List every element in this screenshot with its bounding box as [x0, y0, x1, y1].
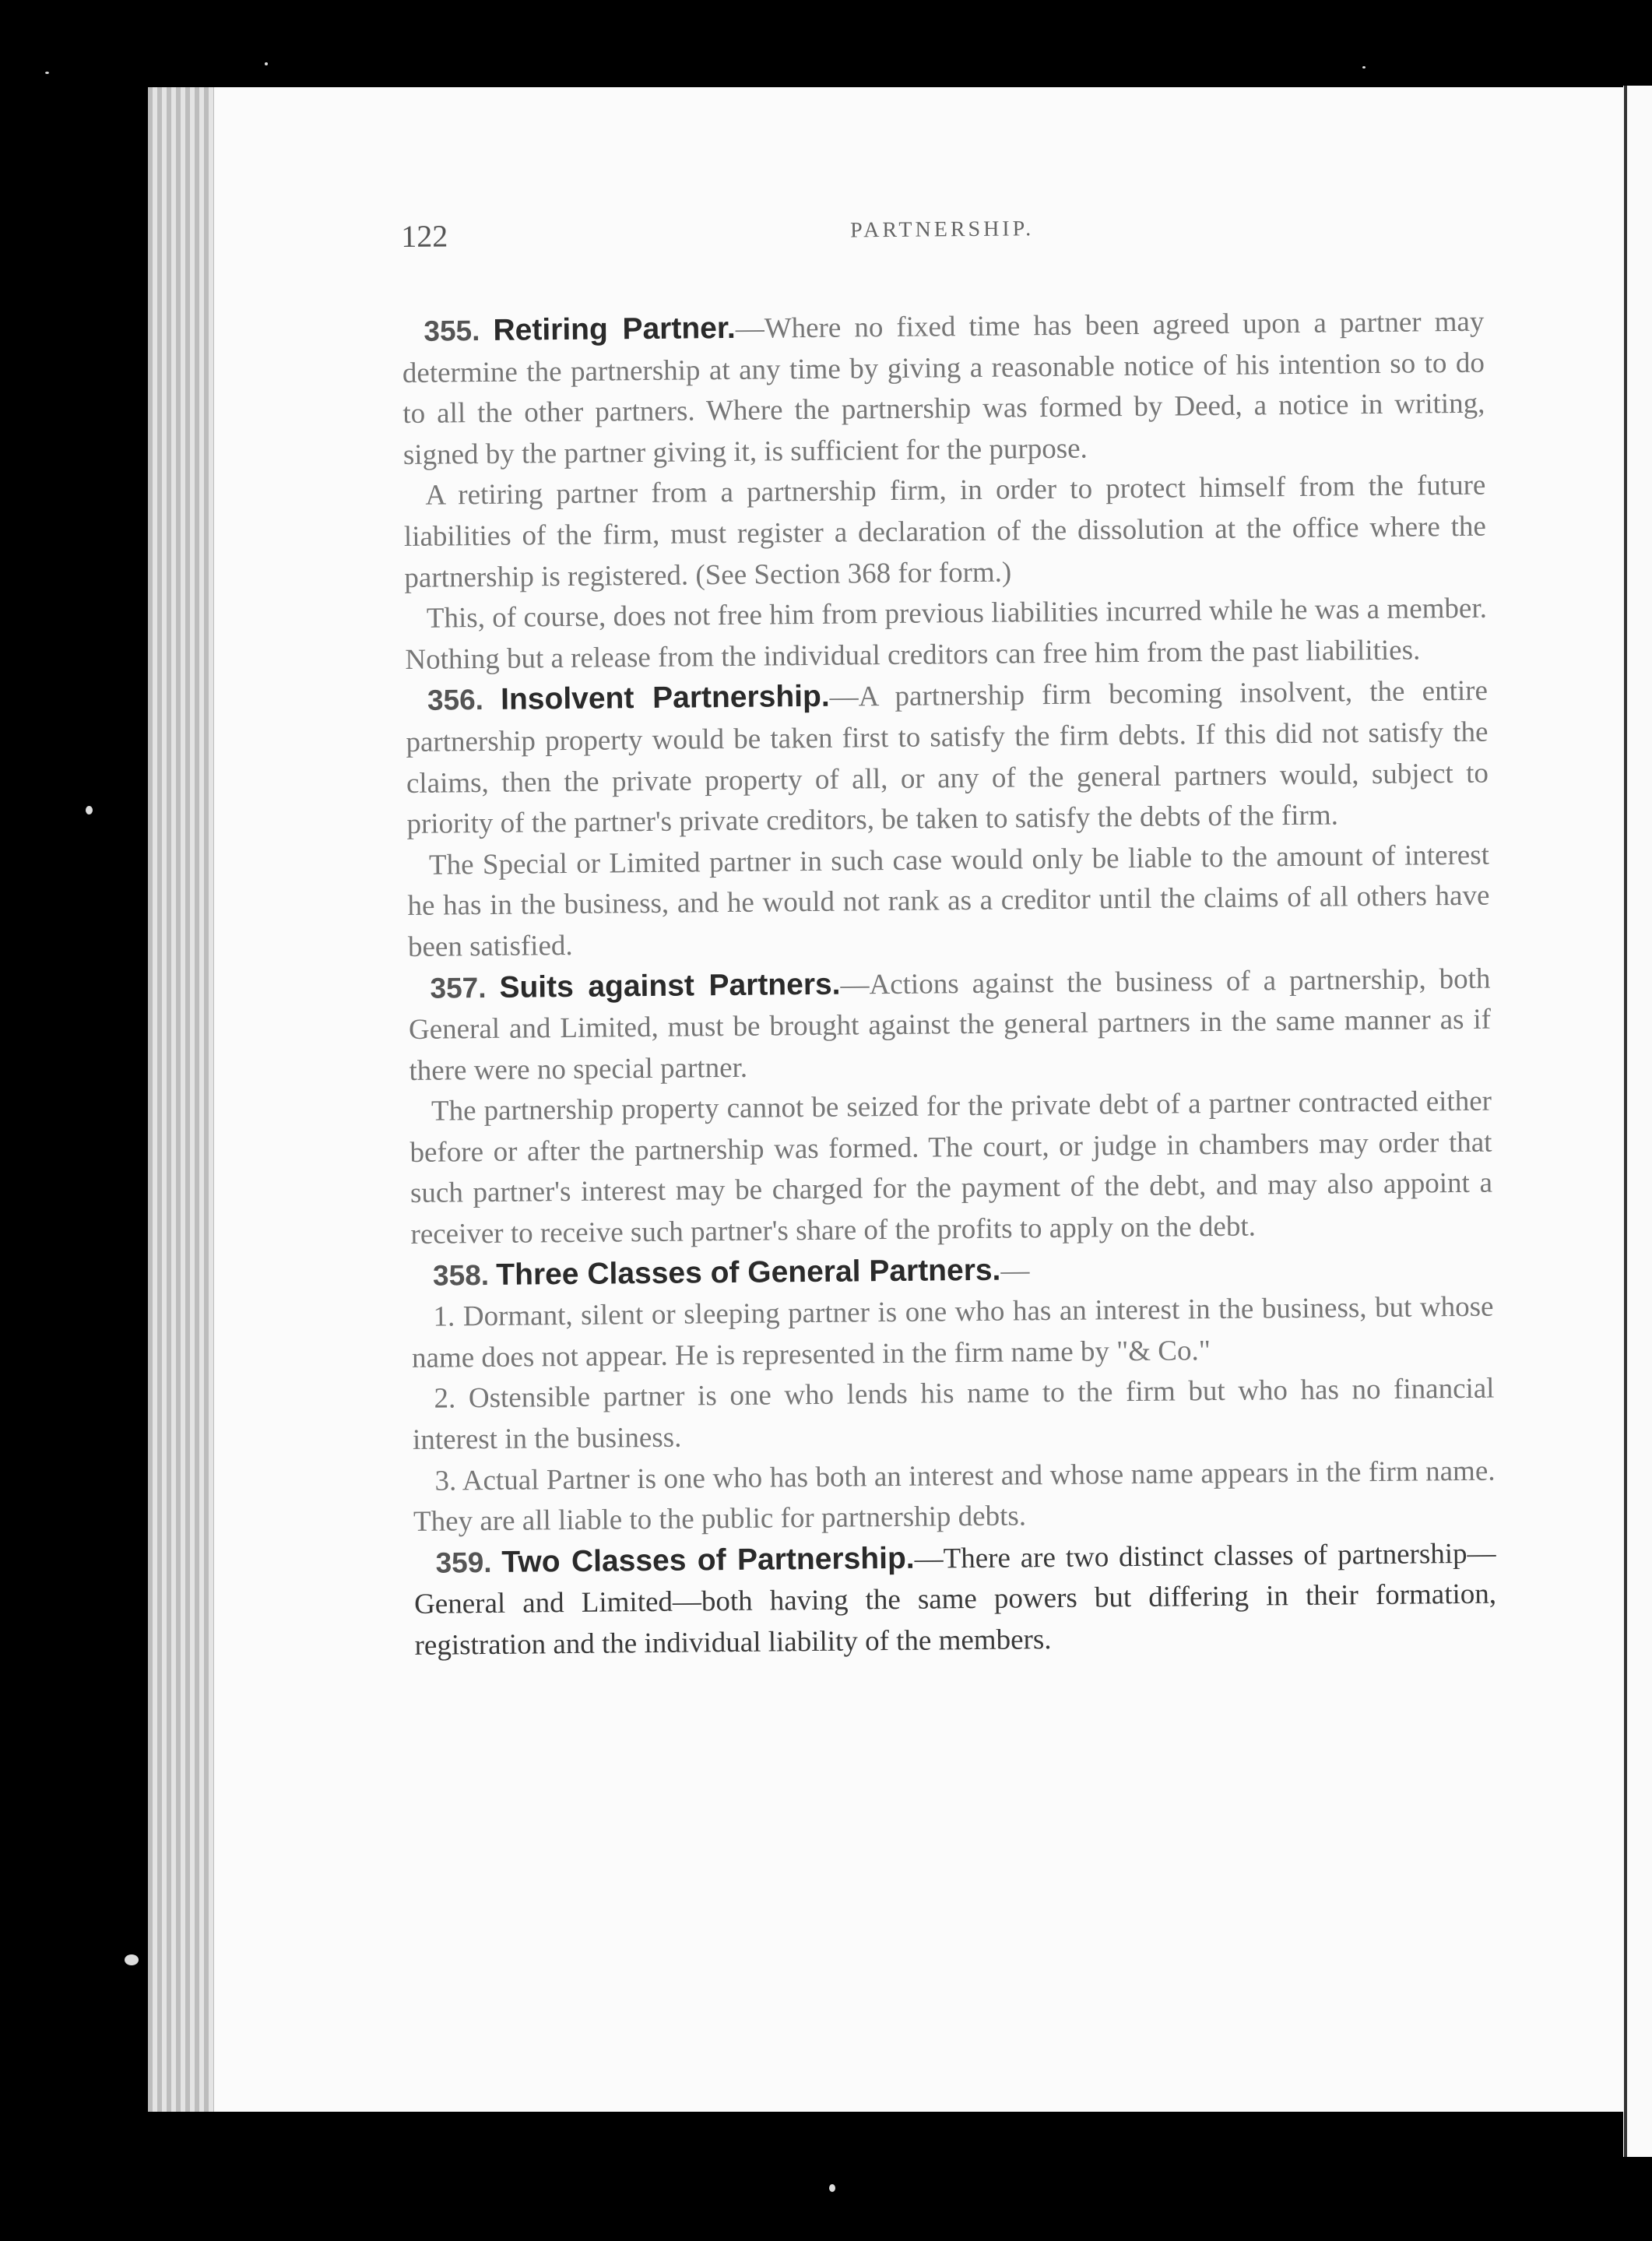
section-title: Retiring Partner.	[493, 311, 736, 347]
paragraph: The Special or Limited partner in such case would only be liable to the amount of interest he has in the business, and he would not rank as a creditor until the claims of all others have been satisfied.	[407, 839, 1490, 963]
facing-page-edge	[1623, 86, 1652, 2157]
list-item: 2. Ostensible partner is one who lends his name to the firm but who has no financial interest in the business.	[412, 1373, 1495, 1456]
section-355	[402, 301, 1485, 477]
section-lead-text: —	[1000, 1254, 1030, 1287]
running-title: PARTNERSHIP.	[850, 216, 1035, 243]
section-lead-text: —There are two distinct classes of partnership—General and Limited—both having the same powers but differing in their formation, registration and the individual liability of the members.	[413, 1537, 1497, 1662]
section-title: Insolvent Partnership.	[500, 680, 830, 717]
section-lead-text: —Actions against the business of a partnership, both General and Limited, must be brought against the general partners in the same manner as if there were no special partner.	[408, 962, 1492, 1087]
section-number: 358.	[432, 1258, 490, 1292]
page-number: 122	[401, 218, 448, 254]
list-item: 1. Dormant, silent or sleeping partner is one who has an interest in the business, but whose name does not appear. He is represented in the firm name by "& Co."	[411, 1290, 1494, 1374]
list-item: 3. Actual Partner is one who has both an interest and whose name appears in the firm name. They are all liable to the public for partnership debts.	[413, 1455, 1496, 1539]
page-content	[401, 208, 1497, 1667]
section-number: 355.	[424, 315, 480, 347]
running-head	[401, 208, 1484, 265]
section-356	[406, 670, 1489, 846]
section-357	[408, 958, 1491, 1092]
section-number: 356.	[427, 684, 484, 717]
dust-speck	[265, 62, 268, 65]
paragraph: The partnership property cannot be seized for the private debt of a partner contracted either before or after the partnership was formed. The court, or judge in chambers may order that such partner's interest may be charged for the payment of the debt, and may also appoint a receiver to receive such partner's share of the profits to apply on the debt.	[409, 1085, 1493, 1251]
section-title: Two Classes of Partnership.	[501, 1541, 915, 1579]
facing-page-gutter	[1624, 86, 1627, 2157]
dust-speck	[45, 72, 49, 74]
section-number: 357.	[430, 971, 487, 1004]
paragraph: This, of course, does not free him from previous liabilities incurred while he was a member. Nothing but a release from the individual creditors can free him from the past liabilities.	[405, 592, 1488, 676]
book-page-edges	[148, 87, 218, 2112]
dust-speck	[125, 1954, 139, 1965]
section-359	[413, 1532, 1496, 1666]
dust-speck	[1362, 66, 1366, 69]
section-title: Suits against Partners.	[499, 967, 841, 1004]
dust-speck	[86, 806, 93, 814]
dust-speck	[829, 2184, 835, 2192]
paragraph: A retiring partner from a partnership firm, in order to protect himself from the future liabilities of the firm, must register a declaration of the dissolution at the office where the partnership is registered. (See Section 368 for form.)	[403, 470, 1487, 594]
section-lead-text: —Where no fixed time has been agreed upon a partner may determine the partnership at any time by giving a reasonable notice of his intention so to do to all the other partners. Where the partnership was formed by Deed, a notice in writing, signed by the partner giving it, is sufficient for the purpose.	[402, 305, 1485, 471]
section-number: 359.	[435, 1546, 492, 1579]
section-title: Three Classes of General Partners.	[496, 1253, 1001, 1292]
section-lead-text: —A partnership firm becoming insolvent, the entire partnership property would be taken first to satisfy the firm debts. If this did not satisfy the claims, then the private property of all, or any of the general partners would, subject to priority of the partner's private creditors, be taken to satisfy the debts of the firm.	[406, 674, 1489, 841]
